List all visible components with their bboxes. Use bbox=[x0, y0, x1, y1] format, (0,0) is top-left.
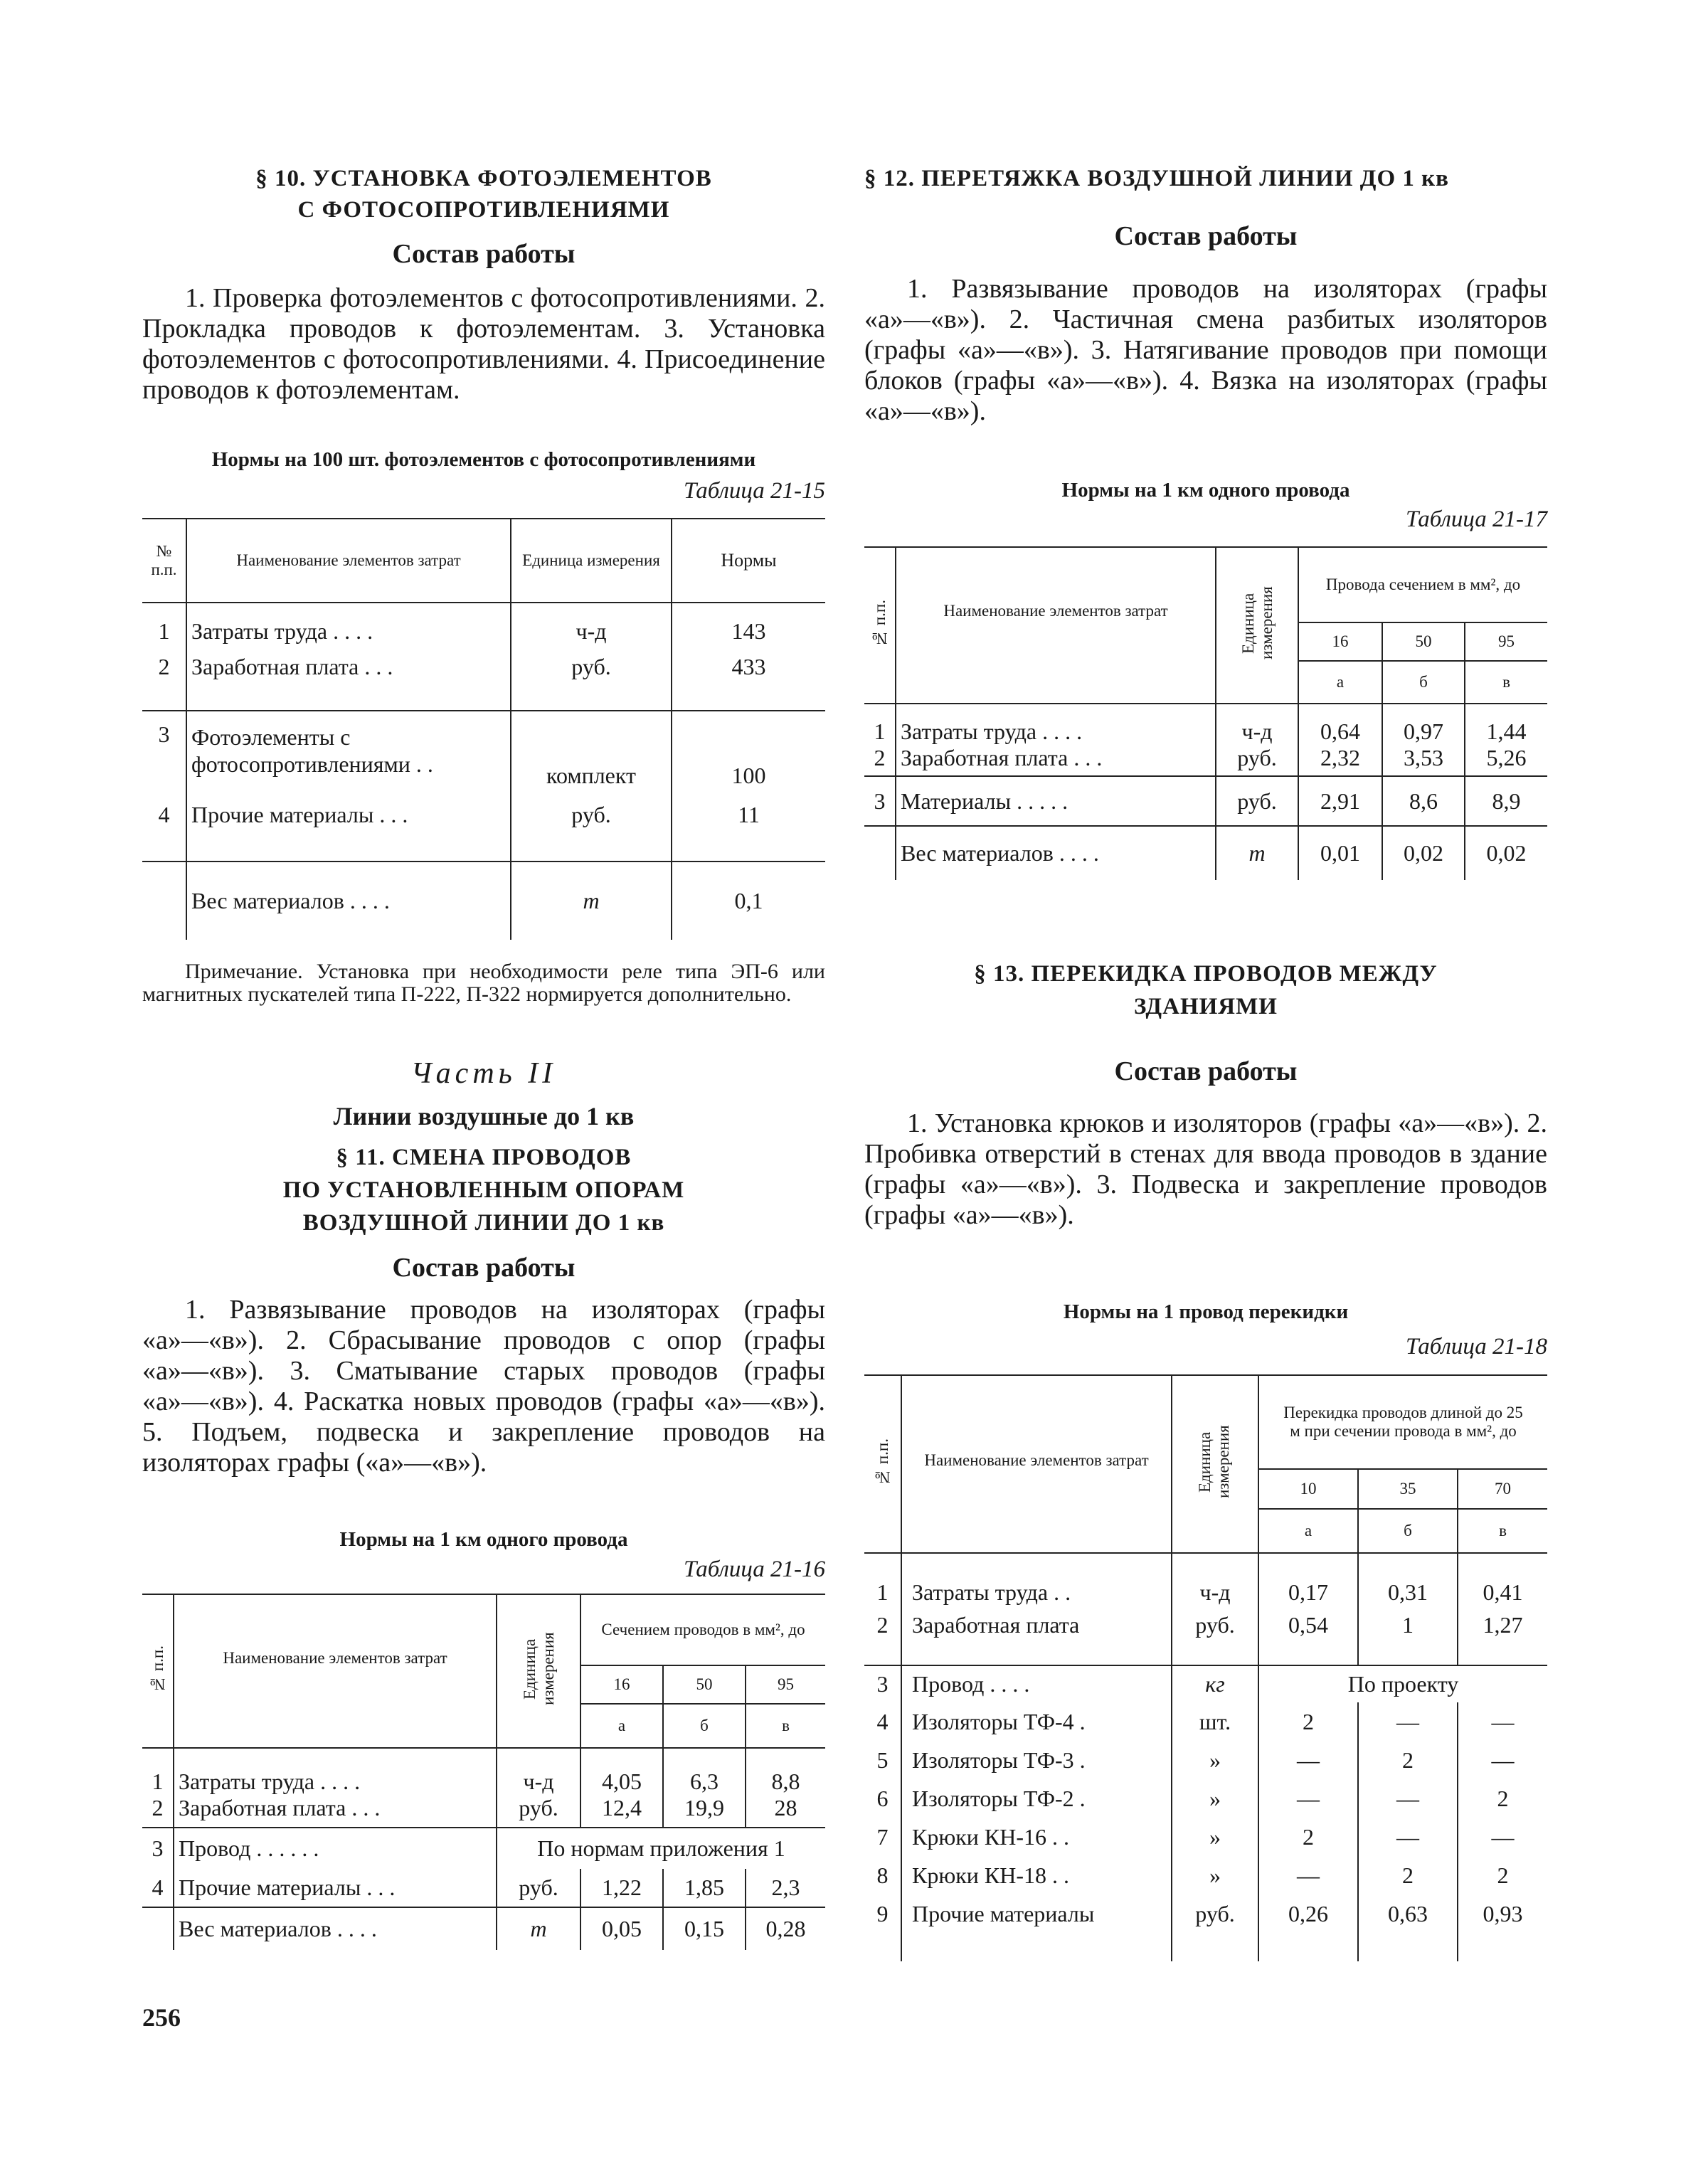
col-norms-header: Нормы bbox=[672, 519, 825, 603]
s13-sostav-heading: Состав работы bbox=[1114, 1056, 1298, 1086]
s11-table-label: Таблица 21-16 bbox=[684, 1557, 825, 1582]
table-row: 2 Заработная плата . . . руб. 12,4 19,9 28 bbox=[142, 1795, 825, 1828]
table-row: 6 Изоляторы ТФ-2 . » — — 2 bbox=[864, 1779, 1547, 1818]
col-unit-header: Единица измерения bbox=[1172, 1375, 1258, 1553]
s11-title-line2: ПО УСТАНОВЛЕННЫМ ОПОРАМ bbox=[282, 1177, 685, 1203]
page-number: 256 bbox=[142, 2003, 181, 2032]
table-row: 4 Прочие материалы . . . руб. 11 bbox=[142, 789, 825, 840]
col-no-header: № п.п. bbox=[148, 1645, 166, 1693]
table-row: Вес материалов . . . . т 0,01 0,02 0,02 bbox=[864, 826, 1547, 880]
col-name-header: Наименование элементов затрат bbox=[901, 1375, 1172, 1553]
s11-sostav-heading: Состав работы bbox=[392, 1253, 576, 1283]
s12-norm-title: Нормы на 1 км одного провода bbox=[1061, 479, 1350, 502]
table-row: 3 Материалы . . . . . руб. 2,91 8,6 8,9 bbox=[864, 776, 1547, 826]
col-name-header: Наименование элементов затрат bbox=[174, 1594, 497, 1748]
col-unit-header: Единица измерения bbox=[1216, 547, 1298, 704]
s11-norm-title: Нормы на 1 км одного провода bbox=[339, 1528, 628, 1551]
s13-norm-title: Нормы на 1 провод перекидки bbox=[1063, 1300, 1349, 1323]
s10-title-line2: С ФОТОСОПРОТИВЛЕНИЯМИ bbox=[297, 197, 670, 223]
table-row: 3 Провод . . . . кг По проекту bbox=[864, 1665, 1547, 1702]
table-row: 9 Прочие материалы руб. 0,26 0,63 0,93 bbox=[864, 1894, 1547, 1933]
table-row: 2 Заработная плата . . . руб. 433 bbox=[142, 645, 825, 688]
s10-table-label: Таблица 21-15 bbox=[684, 478, 825, 504]
s11-title-line3: ВОЗДУШНОЙ ЛИНИИ ДО 1 кв bbox=[302, 1210, 665, 1236]
s12-work-text: 1. Развязывание проводов на изоляторах (графы «а»—«в»). 2. Частичная смена разбитых изоляторов (графы «а»—«в»). 3. Натягивание проводов при помощи блоков (графы «а»—«в»). 4. Вязка на изоляторах (графы «а»—«в»). bbox=[864, 274, 1547, 426]
col-no-header: № п.п. bbox=[151, 542, 177, 578]
col-unit-header: Единица измерения bbox=[511, 519, 672, 603]
table-row: 1 Затраты труда . . . . ч-д 143 bbox=[142, 603, 825, 645]
table-row: 1 Затраты труда . . ч-д 0,17 0,31 0,41 bbox=[864, 1553, 1547, 1606]
table-row: 1 Затраты труда . . . . ч-д 4,05 6,3 8,8 bbox=[142, 1748, 825, 1795]
s13-work-text: 1. Установка крюков и изоляторов (графы «а»—«в»). 2. Пробивка отверстий в стенах для ввода проводов в здание (графы «а»—«в»). 3. Подвеска и закрепление проводов (графы «а»—«в»). bbox=[864, 1108, 1547, 1230]
s12-title: § 12. ПЕРЕТЯЖКА ВОЗДУШНОЙ ЛИНИИ ДО 1 кв bbox=[864, 166, 1449, 191]
s11-title-line1: § 11. СМЕНА ПРОВОДОВ bbox=[336, 1145, 632, 1170]
col-group-header: Сечением проводов в мм², до bbox=[580, 1594, 825, 1665]
table-row: Вес материалов . . . . т 0,1 bbox=[142, 862, 825, 940]
table-row: 2 Заработная плата руб. 0,54 1 1,27 bbox=[864, 1606, 1547, 1644]
table-21-16: № п.п. Наименование элементов затрат Единица измерения Сечением проводов в мм², до 16 50 95 а б в 1 Затраты труда . . . . ч-д 4,05 6,3 8,8 2 Заработная плата . . . руб. 12,4 19,9 28 3 Провод . . . . . . По нормам приложения 1 4 Прочие материалы . . . руб. 1,22 1,85 2,3 Вес материалов . . . . т 0,05 0,15 0,28 bbox=[142, 1594, 825, 1950]
col-name-header: Наименование элементов затрат bbox=[896, 547, 1216, 704]
s10-note: Примечание. Установка при необходимости реле типа ЭП-6 или магнитных пускателей типа П-222, П-322 нормируется дополнительно. bbox=[142, 960, 825, 1006]
table-21-18: № п.п. Наименование элементов затрат Единица измерения Перекидка проводов длиной до 25 м при сечении провода в мм², до 10 35 70 а б в 1 Затраты труда . . ч-д 0,17 0,31 0,41 2 Заработная плата руб. 0,54 1 1,27 3 Провод . . . . кг По проекту 4 Изоляторы ТФ-4 . шт. 2 — — 5 Изоляторы ТФ-3 . » — 2 — 6 Изоляторы ТФ-2 . » — — 2 7 Крюки КН-16 . . » 2 — — 8 Крюки КН-18 . . » — 2 2 9 Прочие материалы руб. 0,26 0,63 0,93 bbox=[864, 1374, 1547, 1961]
col-name-header: Наименование элементов затрат bbox=[186, 519, 511, 603]
col-group-header: Перекидка проводов длиной до 25 м при сечении провода в мм², до bbox=[1258, 1375, 1547, 1469]
col-no-header: № п.п. bbox=[870, 599, 889, 647]
table-row: 8 Крюки КН-18 . . » — 2 2 bbox=[864, 1856, 1547, 1894]
table-row: Вес материалов . . . . т 0,05 0,15 0,28 bbox=[142, 1907, 825, 1950]
part-subtitle: Линии воздушные до 1 кв bbox=[333, 1102, 635, 1130]
table-row: 5 Изоляторы ТФ-3 . » — 2 — bbox=[864, 1741, 1547, 1779]
s12-table-label: Таблица 21-17 bbox=[1406, 507, 1547, 532]
table-21-17: № п.п. Наименование элементов затрат Единица измерения Провода сечением в мм², до 16 50 95 а б в 1 Затраты труда . . . . ч-д 0,64 0,97 1,44 2 Заработная плата . . . руб. 2,32 3,53 5,26 3 Материалы . . . . . руб. 2,91 8,6 8,9 Вес материалов . . . . т 0,01 0,02 0,02 bbox=[864, 546, 1547, 880]
col-group-header: Провода сечением в мм², до bbox=[1298, 547, 1547, 622]
s11-work-text: 1. Развязывание проводов на изоляторах (графы «а»—«в»). 2. Сбрасывание проводов с опор (графы «а»—«в»). 3. Сматывание старых проводов (графы «а»—«в»). 4. Раскатка новых проводов (графы «а»—«в»). 5. Подъем, подвеска и закрепление проводов на изоляторах графы («а»—«в»). bbox=[142, 1295, 825, 1478]
table-row: 4 Изоляторы ТФ-4 . шт. 2 — — bbox=[864, 1702, 1547, 1741]
part-title: Часть II bbox=[410, 1057, 557, 1090]
table-21-15 bbox=[142, 518, 825, 940]
table-row: 4 Прочие материалы . . . руб. 1,22 1,85 2,3 bbox=[142, 1869, 825, 1907]
s10-norm-title: Нормы на 100 шт. фотоэлементов с фотосопротивлениями bbox=[211, 448, 756, 471]
s10-sostav-heading: Состав работы bbox=[392, 239, 576, 269]
table-row: 3 Фотоэлементы с фотосопротивлениями . . комплект 100 bbox=[142, 711, 825, 789]
table-row: 2 Заработная плата . . . руб. 2,32 3,53 5,26 bbox=[864, 745, 1547, 776]
table-row: 3 Провод . . . . . . По нормам приложения 1 bbox=[142, 1828, 825, 1869]
s13-title-line1: § 13. ПЕРЕКИДКА ПРОВОДОВ МЕЖДУ bbox=[974, 961, 1438, 987]
s10-work-text: 1. Проверка фотоэлементов с фотосопротивлениями. 2. Прокладка проводов к фотоэлементам. 3. Установка фотоэлементов с фотосопротивлениями. 4. Присоединение проводов к фотоэлементам. bbox=[142, 283, 825, 405]
s12-sostav-heading: Состав работы bbox=[1114, 221, 1298, 251]
col-no-header: № п.п. bbox=[873, 1438, 891, 1486]
table-row: 1 Затраты труда . . . . ч-д 0,64 0,97 1,44 bbox=[864, 704, 1547, 745]
s10-title-line1: § 10. УСТАНОВКА ФОТОЭЛЕМЕНТОВ bbox=[255, 166, 712, 191]
s13-title-line2: ЗДАНИЯМИ bbox=[1134, 994, 1278, 1019]
table-row: 7 Крюки КН-16 . . » 2 — — bbox=[864, 1818, 1547, 1856]
s13-table-label: Таблица 21-18 bbox=[1406, 1334, 1547, 1359]
col-unit-header: Единица измерения bbox=[497, 1594, 580, 1748]
